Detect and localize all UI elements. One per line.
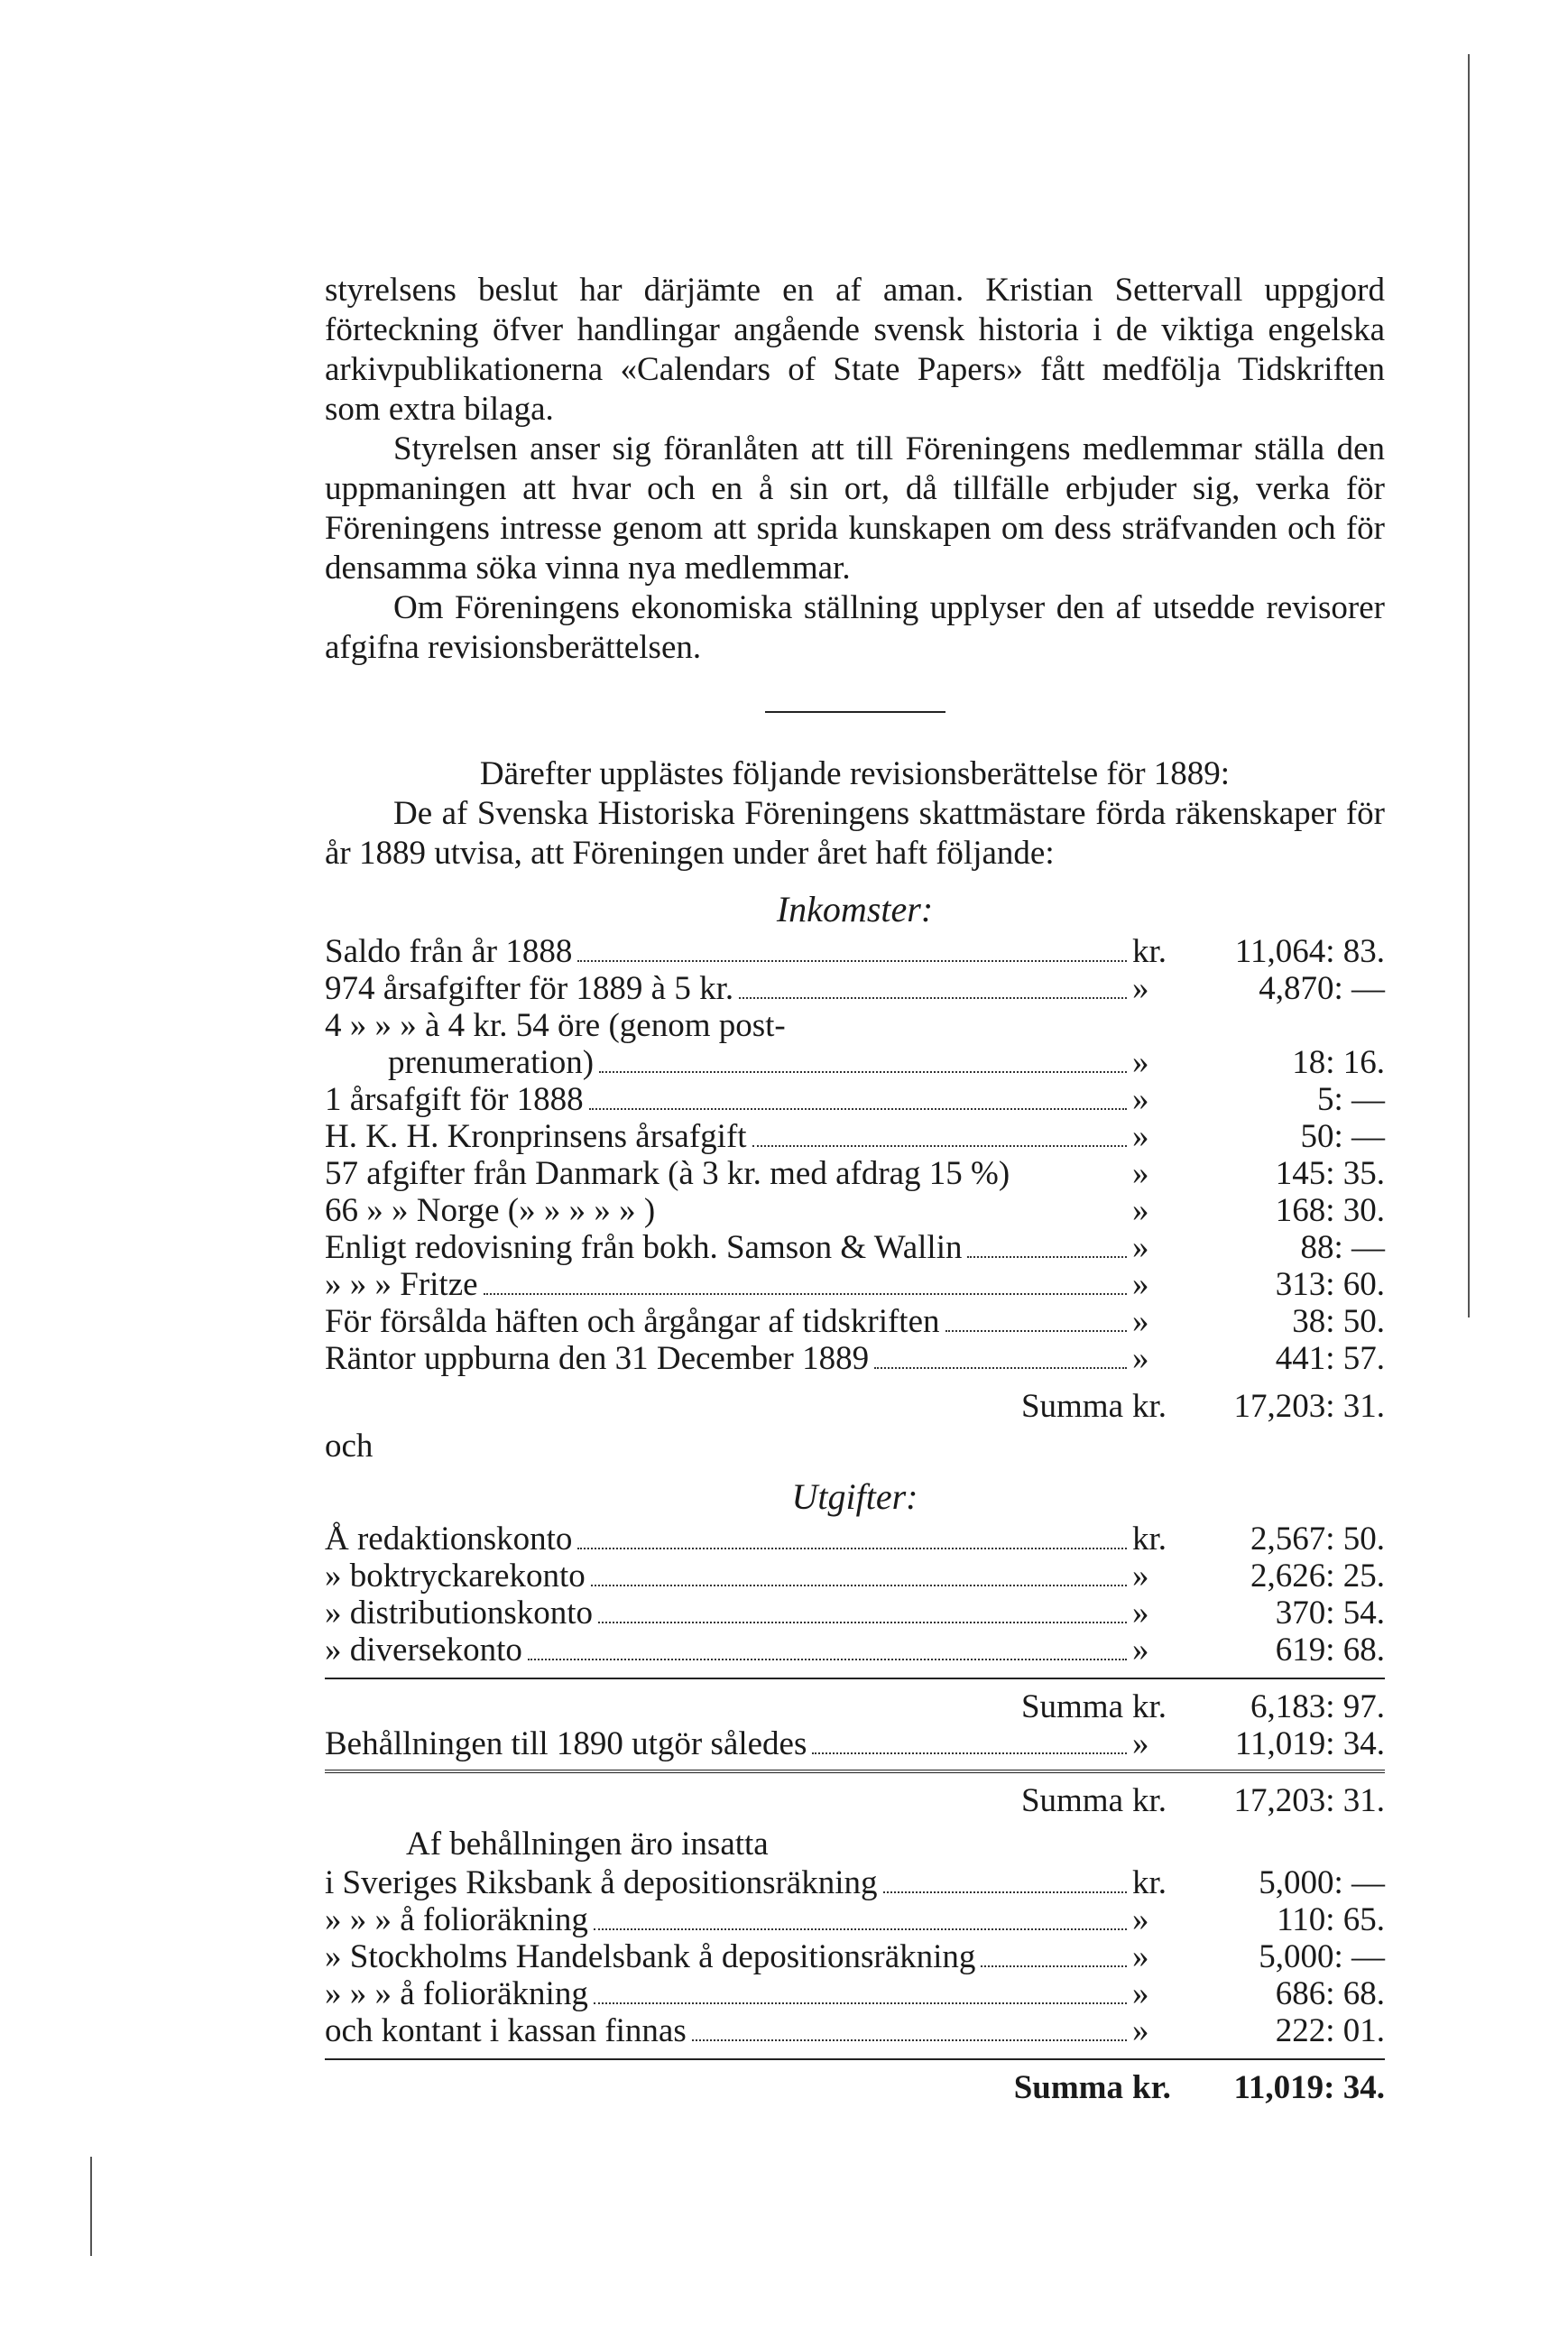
intro-paragraph-1: styrelsens beslut har därjämte en af aman. Kristian Settervall uppgjord förteckning öfver handlingar angående svensk historia i de viktiga engelska arkivpublikationerna «Calendars of State Papers» fått medfölja Tidskriften som extra bilaga.	[325, 272, 1385, 428]
ledger-row-unit: »	[1132, 1938, 1149, 1975]
leader-dots	[599, 1071, 1127, 1073]
leader-dots	[812, 1752, 1127, 1754]
ledger-row-unit: kr.	[1132, 1864, 1167, 1901]
ledger-row-amount: 18: 16.	[1292, 1044, 1385, 1081]
ledger-row-amount: 168: 30.	[1275, 1192, 1385, 1229]
ledger-row	[325, 1632, 1385, 1669]
leader-dots	[883, 1891, 1128, 1893]
ledger-row-unit: »	[1132, 970, 1149, 1007]
expenses-sum-unit: kr.	[1132, 1688, 1167, 1725]
ledger-row	[325, 1155, 1385, 1192]
leader-dots	[591, 1585, 1127, 1586]
ledger-row-amount: 2,626: 25.	[1250, 1558, 1385, 1595]
ledger-row	[325, 1266, 1385, 1303]
ledger-row-amount: 5,000: —	[1259, 1938, 1385, 1975]
ledger-row	[325, 1521, 1385, 1558]
expenses-sum-amount: 6,183: 97.	[1250, 1688, 1385, 1725]
ledger-row-label: » » » Fritze	[325, 1266, 478, 1303]
ledger-row-amount: 110: 65.	[1277, 1901, 1385, 1938]
ledger-row	[325, 1595, 1385, 1632]
income-table	[325, 933, 1385, 1377]
ledger-row-amount: 145: 35.	[1275, 1155, 1385, 1192]
ledger-row-label: Räntor uppburna den 31 December 1889	[325, 1340, 870, 1377]
ledger-row-label: För försålda häften och årgångar af tidskriften	[325, 1303, 940, 1340]
leader-dots	[692, 2039, 1127, 2041]
leader-dots	[577, 960, 1127, 962]
ledger-row	[325, 1007, 1385, 1044]
balance-row	[325, 1725, 1385, 1762]
och-text: och	[325, 1428, 374, 1465]
total-unit: kr.	[1132, 1782, 1167, 1819]
ledger-row-label: 4 » » » à 4 kr. 54 öre (genom post-	[325, 1007, 786, 1044]
ledger-row-amount: 5: —	[1316, 1081, 1385, 1118]
ledger-row-label: » Stockholms Handelsbank å depositionsräkning	[325, 1938, 976, 1975]
intro-paragraph-3: Om Föreningens ekonomiska ställning upplyser den af utsedde revisorer afgifna revisionsberättelsen.	[325, 589, 1385, 666]
ledger-row	[325, 1118, 1385, 1155]
leader-dots	[598, 1622, 1127, 1623]
ledger-row-amount: 686: 68.	[1275, 1975, 1385, 2012]
ledger-row-unit: »	[1132, 1975, 1149, 2012]
ledger-row-label: » » » å folioräkning	[325, 1975, 588, 2012]
ledger-row-label: och kontant i kassan finnas	[325, 2012, 687, 2049]
report-intro: De af Svenska Historiska Föreningens skattmästare förda räkenskaper för år 1889 utvisa, att Föreningen under året haft följande:	[325, 795, 1385, 872]
expenses-sum-label: Summa	[1020, 1688, 1123, 1725]
ledger-row-label: H. K. H. Kronprinsens årsafgift	[325, 1118, 747, 1155]
ledger-row-amount: 11,064: 83.	[1234, 933, 1385, 970]
ledger-row	[325, 1975, 1385, 2012]
ledger-row	[325, 2012, 1385, 2049]
ledger-row-amount: 4,870: —	[1259, 970, 1385, 1007]
ledger-row-unit: »	[1132, 1595, 1149, 1632]
total-amount: 17,203: 31.	[1233, 1782, 1385, 1819]
leader-dots	[981, 1965, 1127, 1967]
leader-dots	[874, 1367, 1127, 1369]
ledger-row-amount: 370: 54.	[1275, 1595, 1385, 1632]
deposits-sum-row	[325, 2058, 1385, 2106]
leader-dots	[577, 1548, 1127, 1549]
ledger-row	[325, 1044, 1385, 1081]
ledger-row	[325, 1938, 1385, 1975]
leader-dots	[594, 1928, 1127, 1930]
income-sum-amount: 17,203: 31.	[1233, 1388, 1385, 1425]
ledger-row-label: 57 afgifter från Danmark (à 3 kr. med afdrag 15 %)	[325, 1155, 1010, 1192]
section-rule	[765, 711, 945, 713]
ledger-row-label: Enligt redovisning från bokh. Samson & Wallin	[325, 1229, 963, 1266]
ledger-row-unit: »	[1132, 1044, 1149, 1081]
balance-unit: »	[1132, 1725, 1149, 1762]
ledger-row-unit: »	[1132, 2012, 1149, 2049]
ledger-row-unit: »	[1132, 1192, 1149, 1229]
ledger-row-amount: 88: —	[1300, 1229, 1385, 1266]
deposits-intro: Af behållningen äro insatta	[406, 1826, 769, 1863]
expenses-heading: Utgifter:	[791, 1476, 918, 1517]
ledger-row	[325, 1558, 1385, 1595]
total-label: Summa	[1020, 1782, 1123, 1819]
page-edge-line	[1468, 54, 1470, 1317]
text-block	[325, 271, 1385, 2106]
leader-dots	[752, 1145, 1127, 1147]
ledger-row-unit: »	[1132, 1303, 1149, 1340]
ledger-row-amount: 619: 68.	[1275, 1632, 1385, 1669]
ledger-row	[325, 1340, 1385, 1377]
ledger-row-unit: »	[1132, 1155, 1149, 1192]
ledger-row-unit: »	[1132, 1266, 1149, 1303]
ledger-row	[325, 1901, 1385, 1938]
ledger-row-amount: 222: 01.	[1275, 2012, 1385, 2049]
ledger-row-amount: 441: 57.	[1275, 1340, 1385, 1377]
ledger-row-label: prenumeration)	[388, 1044, 595, 1081]
ledger-row-unit: »	[1132, 1901, 1149, 1938]
ledger-row-label: i Sveriges Riksbank å depositionsräkning	[325, 1864, 878, 1901]
income-sum-row	[325, 1388, 1385, 1425]
income-sum-label: Summa	[1020, 1388, 1123, 1425]
ledger-row-label: » » » å folioräkning	[325, 1901, 588, 1938]
ledger-row	[325, 1229, 1385, 1266]
ledger-row-unit: »	[1132, 1558, 1149, 1595]
ledger-row-unit: »	[1132, 1118, 1149, 1155]
expenses-table	[325, 1521, 1385, 1669]
ledger-row-amount: 5,000: —	[1259, 1864, 1385, 1901]
ledger-row-amount: 50: —	[1300, 1118, 1385, 1155]
deposits-table	[325, 1864, 1385, 2049]
ledger-row-label: 974 årsafgifter för 1889 à 5 kr.	[325, 970, 734, 1007]
ledger-row	[325, 1864, 1385, 1901]
ledger-row-label: 66 » » Norge (» » » » » )	[325, 1192, 656, 1229]
leader-dots	[484, 1293, 1127, 1295]
ledger-row-unit: kr.	[1132, 933, 1167, 970]
ledger-row-amount: 38: 50.	[1292, 1303, 1385, 1340]
ledger-row-unit: »	[1132, 1632, 1149, 1669]
deposits-sum-amount: 11,019: 34.	[1233, 2069, 1385, 2106]
ledger-row-label: » diversekonto	[325, 1632, 522, 1669]
ledger-row-unit: »	[1132, 1229, 1149, 1266]
page-edge-mark	[90, 2157, 92, 2256]
ledger-row-label: » boktryckarekonto	[325, 1558, 586, 1595]
income-heading: Inkomster:	[776, 889, 934, 929]
leader-dots	[589, 1108, 1127, 1110]
ledger-row	[325, 1192, 1385, 1229]
ledger-row-label: » distributionskonto	[325, 1595, 594, 1632]
intro-paragraph-2: Styrelsen anser sig föranlåten att till Föreningens medlemmar ställa den uppmaningen att hvar och en å sin ort, då tillfälle erbjuder sig, verka för Föreningens intresse genom att sprida kunskapen om dess sträfvanden och för densamma söka vinna nya medlemmar.	[325, 430, 1385, 587]
expenses-sum-row	[325, 1678, 1385, 1725]
leader-dots	[967, 1256, 1127, 1258]
ledger-row	[325, 970, 1385, 1007]
income-sum-unit: kr.	[1132, 1388, 1167, 1425]
ledger-row	[325, 1081, 1385, 1118]
ledger-row-unit: »	[1132, 1081, 1149, 1118]
ledger-row-unit: kr.	[1132, 1521, 1167, 1558]
ledger-row	[325, 933, 1385, 970]
deposits-sum-label: Summa	[1013, 2069, 1123, 2106]
report-title: Därefter upplästes följande revisionsberättelse för 1889:	[479, 755, 1231, 792]
ledger-row-label: Saldo från år 1888	[325, 933, 573, 970]
balance-label: Behållningen till 1890 utgör således	[325, 1725, 807, 1762]
ledger-row-label: 1 årsafgift för 1888	[325, 1081, 584, 1118]
ledger-row-amount: 2,567: 50.	[1250, 1521, 1385, 1558]
ledger-row-amount: 313: 60.	[1275, 1266, 1385, 1303]
balance-amount: 11,019: 34.	[1234, 1725, 1385, 1762]
leader-dots	[945, 1330, 1127, 1332]
ledger-row-label: Å redaktionskonto	[325, 1521, 573, 1558]
total-row	[325, 1770, 1385, 1819]
ledger-row	[325, 1303, 1385, 1340]
ledger-row-unit: »	[1132, 1340, 1149, 1377]
deposits-sum-unit: kr.	[1132, 2069, 1171, 2106]
leader-dots	[594, 2002, 1127, 2004]
leader-dots	[528, 1659, 1127, 1660]
leader-dots	[739, 997, 1127, 999]
